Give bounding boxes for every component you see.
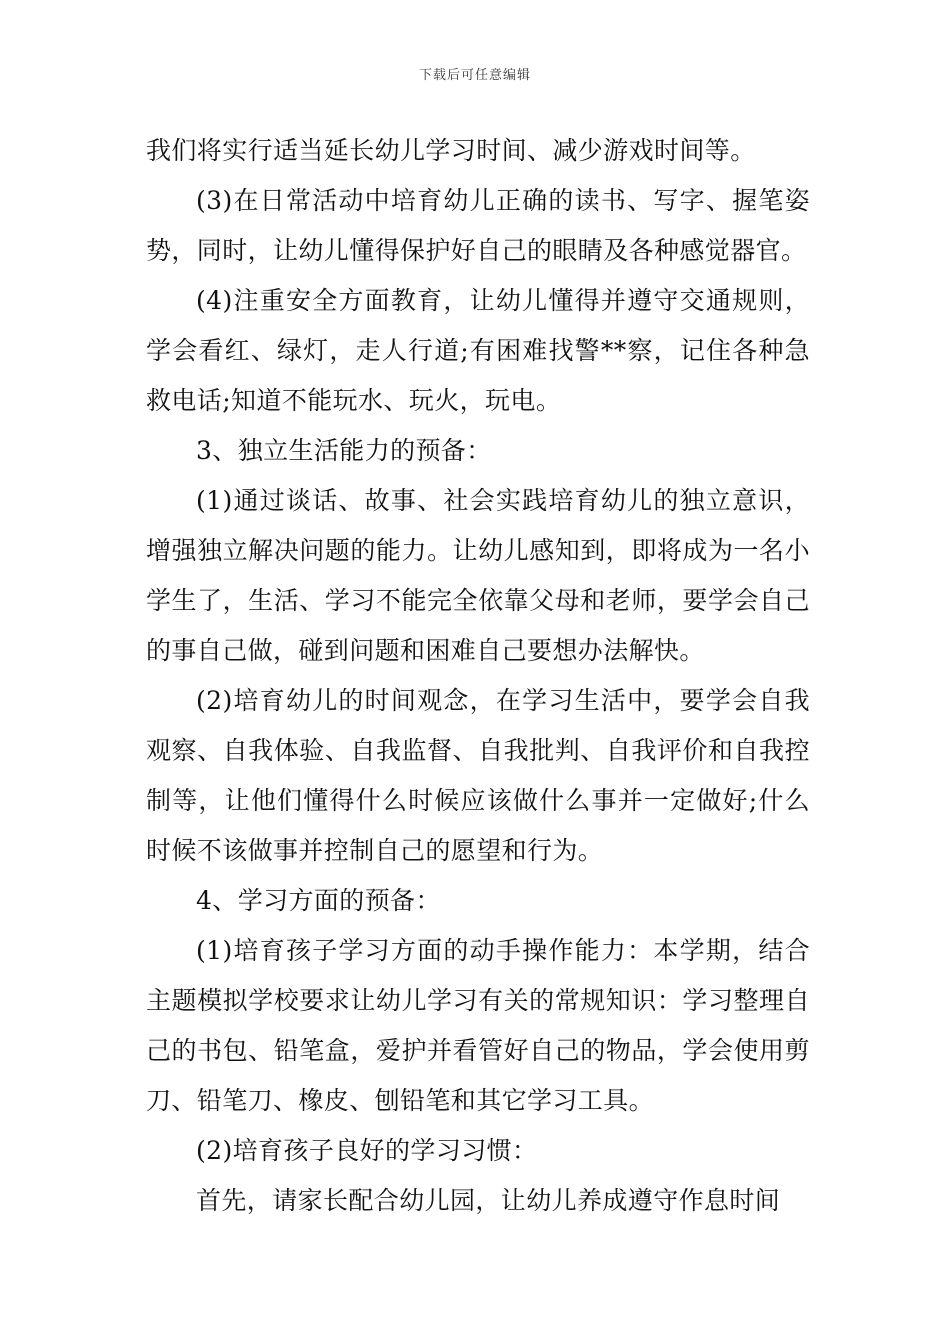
paragraph-item-2: (2)培育幼儿的时间观念，在学习生活中，要学会自我观察、自我体验、自我监督、自我批判、自我评价和自我控制等，让他们懂得什么时候应该做什么事并一定做好;什么时候不该做事并控制自己的愿望和行为。 (146, 686, 810, 865)
paragraph-item-2b: (2)培育孩子良好的学习习惯： (196, 1136, 538, 1165)
paragraph-continuation: 我们将实行适当延长幼儿学习时间、减少游戏时间等。 (146, 136, 756, 165)
paragraph-item-1: (1)通过谈话、故事、社会实践培育幼儿的独立意识，增强独立解决问题的能力。让幼儿感知到，即将成为一名小学生了，生活、学习不能完全依靠父母和老师，要学会自己的事自己做，碰到问题和困难自己要想办法解快。 (146, 486, 810, 665)
paragraph-item-3: (3)在日常活动中培育幼儿正确的读书、写字、握笔姿势，同时，让幼儿懂得保护好自己的眼睛及各种感觉器官。 (146, 186, 810, 265)
paragraph-item-4: (4)注重安全方面教育，让幼儿懂得并遵守交通规则，学会看红、绿灯，走人行道;有困难找警**察，记住各种急救电话;知道不能玩水、玩火，玩电。 (146, 286, 810, 415)
paragraph-first: 首先，请家长配合幼儿园，让幼儿养成遵守作息时间 (196, 1186, 781, 1215)
paragraph-item-1b: (1)培育孩子学习方面的动手操作能力：本学期，结合主题模拟学校要求让幼儿学习有关的常规知识：学习整理自己的书包、铅笔盒，爱护并看管好自己的物品，学会使用剪刀、铅笔刀、橡皮、刨铅笔和其它学习工具。 (146, 936, 810, 1115)
section-heading-3: 3、独立生活能力的预备： (196, 436, 492, 465)
page-header: 下载后可任意编辑 (418, 68, 531, 83)
document-body (146, 126, 810, 1226)
section-heading-4: 4、学习方面的预备： (196, 886, 441, 915)
